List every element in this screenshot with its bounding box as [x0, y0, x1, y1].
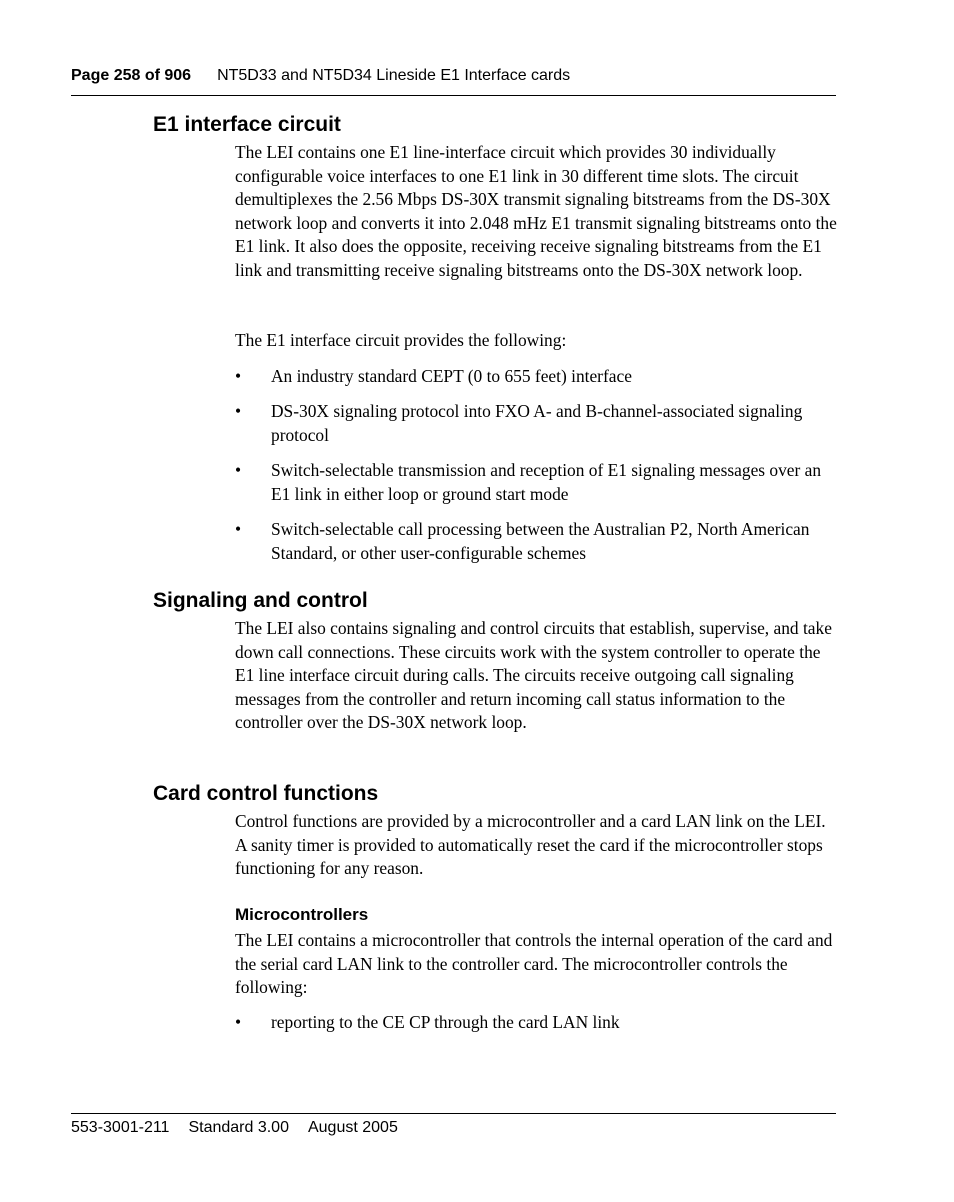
header-rule	[71, 95, 836, 96]
bullet-glyph: •	[235, 460, 242, 480]
bullet-glyph: •	[235, 1012, 242, 1032]
paragraph-signaling: The LEI also contains signaling and control circuits that establish, supervise, and take down call connections. These circuits work with the system controller to operate the E1 line interface circuit during calls. The circuits receive outgoing call signaling messages from the controller and return incoming call status information to the controller over the DS-30X network loop.	[235, 618, 832, 732]
page-number: Page 258 of 906	[71, 67, 192, 84]
list-item-text: Switch-selectable transmission and reception of E1 signaling messages over an E1 link in either loop or ground start mode	[271, 460, 822, 504]
list-item-text: reporting to the CE CP through the card LAN link	[271, 1012, 620, 1032]
list-item	[235, 459, 839, 506]
document-number: 553-3001-211	[71, 1119, 170, 1136]
footer-rule	[71, 1113, 836, 1114]
list-item-text: Switch-selectable call processing between the Australian P2, North American Standard, or other user-configurable schemes	[271, 519, 810, 563]
document-date: August 2005	[307, 1119, 398, 1136]
bullet-glyph: •	[235, 366, 242, 386]
paragraph-e1-provides: The E1 interface circuit provides the following:	[235, 330, 567, 350]
bullet-glyph: •	[235, 401, 242, 421]
page-header	[71, 66, 570, 86]
section-heading-card-control-functions: Card control functions	[153, 782, 379, 805]
list-item-text: An industry standard CEPT (0 to 655 feet) interface	[271, 366, 632, 386]
bullet-glyph: •	[235, 519, 242, 539]
document-title: NT5D33 and NT5D34 Lineside E1 Interface cards	[217, 67, 571, 84]
list-item	[235, 518, 839, 565]
page-footer	[71, 1118, 398, 1138]
paragraph-e1-intro: The LEI contains one E1 line-interface circuit which provides 30 individually configurable voice interfaces to one E1 link in 30 different time slots. The circuit demultiplexes the 2.56 Mbps DS-30X transmit signaling bitstreams from the DS-30X network loop and converts it into 2.048 mHz E1 transmit signaling bitstreams onto the E1 link. It also does the opposite, receiving receive signaling bitstreams from the E1 link and transmitting receive signaling bitstreams onto the DS-30X network loop.	[235, 142, 837, 280]
list-item	[235, 1011, 839, 1035]
document-standard: Standard 3.00	[188, 1119, 289, 1136]
list-item	[235, 400, 839, 447]
paragraph-card-control: Control functions are provided by a microcontroller and a card LAN link on the LEI. A sanity timer is provided to automatically reset the card if the microcontroller stops functioning for any reason.	[235, 811, 826, 878]
paragraph-microcontrollers: The LEI contains a microcontroller that controls the internal operation of the card and the serial card LAN link to the controller card. The microcontroller controls the following:	[235, 930, 833, 997]
list-item	[235, 365, 839, 389]
section-heading-e1-interface-circuit: E1 interface circuit	[153, 113, 341, 136]
list-item-text: DS-30X signaling protocol into FXO A- and B-channel-associated signaling protocol	[271, 401, 803, 445]
section-heading-signaling-and-control: Signaling and control	[153, 589, 368, 612]
subsection-heading-microcontrollers: Microcontrollers	[235, 905, 369, 924]
